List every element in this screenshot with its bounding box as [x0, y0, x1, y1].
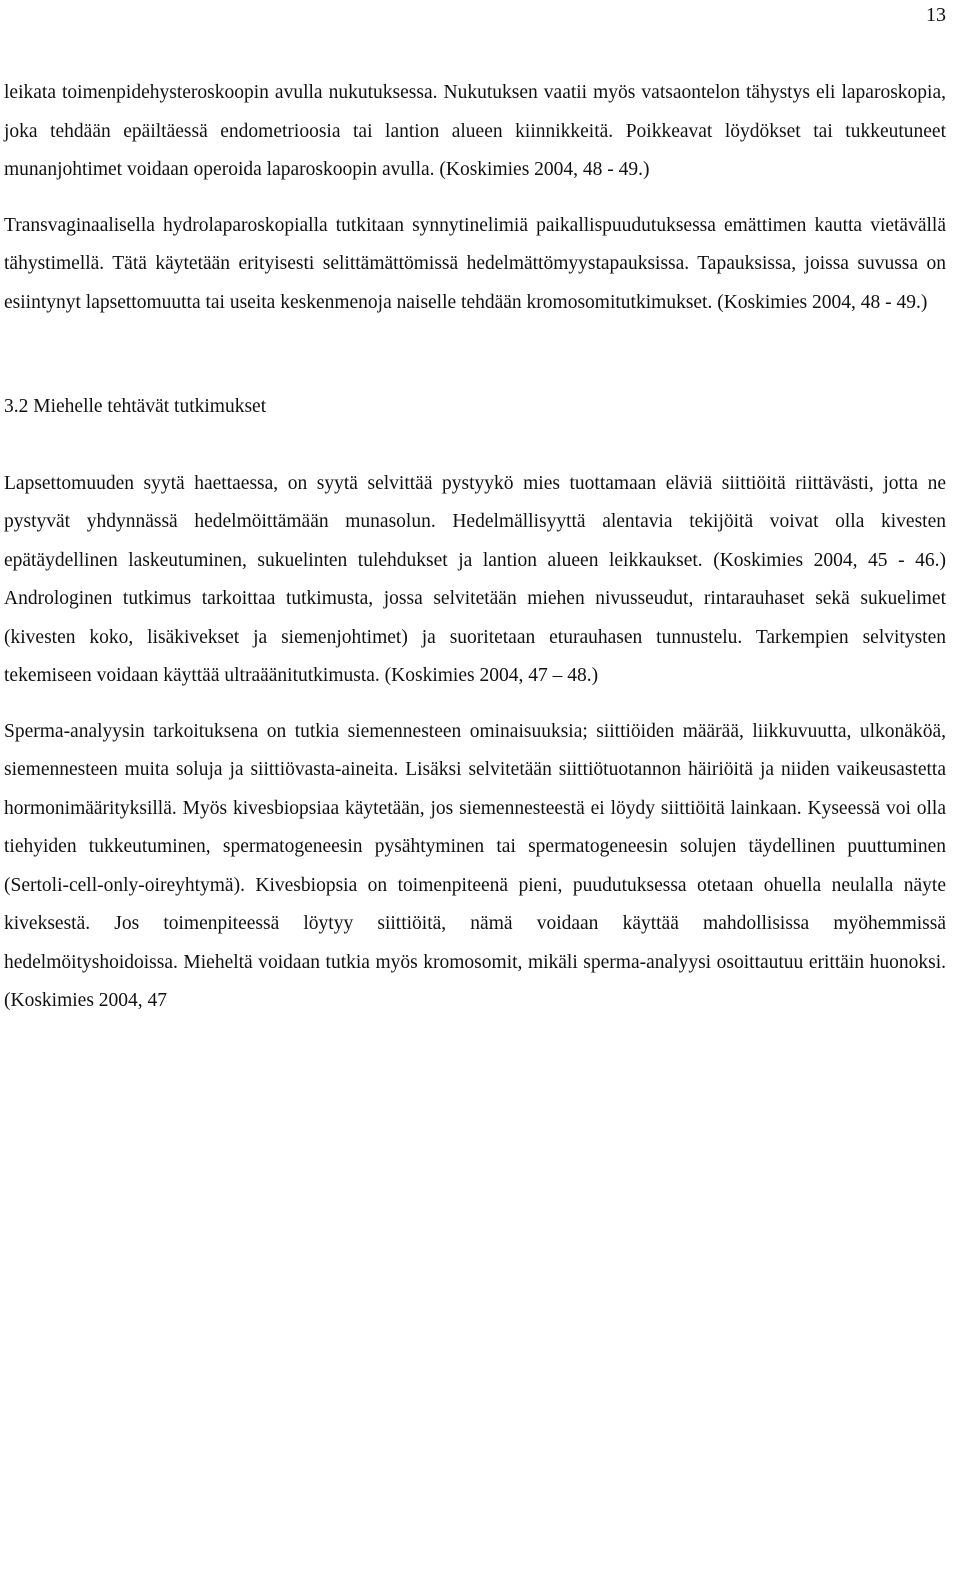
paragraph-gap — [4, 190, 946, 207]
heading-gap — [4, 427, 946, 465]
paragraph-hysteroscopy: leikata toimenpidehysteroskoopin avulla nukutuksessa. Nukutuksen vaatii myös vatsaontelon tähystys eli laparoskopia, joka tehdään epäiltäessä endometrioosia tai lantion alueen kiinnikkeitä. Poikkeavat löydökset tai tukkeutuneet munanjohtimet voidaan operoida laparoskoopin avulla. (Koskimies 2004, 48 - 49.) — [4, 82, 946, 180]
section-heading: 3.2 Miehelle tehtävät tutkimukset — [4, 396, 267, 417]
section-gap — [4, 322, 946, 388]
page-number: 13 — [926, 4, 946, 26]
paragraph-male-examination: Lapsettomuuden syytä haettaessa, on syytä selvittää pystyykö mies tuottamaan eläviä siittiöitä riittävästi, jotta ne pystyvät yhdynnässä hedelmöittämään munasolun. Hedelmällisyyttä alentavia tekijöitä voivat olla kivesten epätäydellinen laskeutuminen, sukuelinten tulehdukset ja lantion alueen leikkaukset. (Koskimies 2004, 45 - 46.) Androloginen tutkimus tarkoittaa tutkimusta, jossa selvitetään miehen nivusseudut, rintarauhaset sekä sukuelimet (kivesten koko, lisäkivekset ja siemenjohtimet) ja suoritetaan eturauhasen tunnustelu. Tarkempien selvitysten tekemiseen voidaan käyttää ultraäänitutkimusta. (Koskimies 2004, 47 – 48.) — [4, 472, 946, 686]
paragraph-sperm-analysis: Sperma-analyysin tarkoituksena on tutkia siemennesteen ominaisuuksia; siittiöiden määrää, liikkuvuutta, ulkonäköä, siemennesteen muita soluja ja siittiövasta-aineita. Lisäksi selvitetään siittiötuotannon häiriöitä ja niiden vaikeusastetta hormonimäärityksillä. Myös kivesbiopsiaa käytetään, jos siemennesteestä ei löydy siittiöitä lainkaan. Kyseessä voi olla tiehyiden tukkeutuminen, spermatogeneesin pysähtyminen tai spermatogeneesin solujen täydellinen puuttuminen (Sertoli-cell-only-oireyhtymä). Kivesbiopsia on toimenpiteenä pieni, puudutuksessa otetaan ohuella neulalla näyte kiveksestä. Jos toimenpiteessä löytyy siittiöitä, nämä voidaan käyttää mahdollisissa myöhemmissä hedelmöityshoidoissa. Mieheltä voidaan tutkia myös kromosomit, mikäli sperma-analyysi osoittautuu erittäin huonoksi. (Koskimies 2004, 47 — [4, 720, 946, 1011]
paragraph-hydrolaparoscopy: Transvaginaalisella hydrolaparoskopialla tutkitaan synnytinelimiä paikallispuudutuksessa emättimen kautta vietävällä tähystimellä. Tätä käytetään erityisesti selittämättömissä hedelmättömyystapauksissa. Tapauksissa, joissa suvussa on esiintynyt lapsettomuutta tai useita keskenmenoja naiselle tehdään kromosomitutkimukset. (Koskimies 2004, 48 - 49.) — [4, 214, 946, 313]
paragraph-gap — [4, 696, 946, 713]
document-body — [4, 74, 946, 1021]
